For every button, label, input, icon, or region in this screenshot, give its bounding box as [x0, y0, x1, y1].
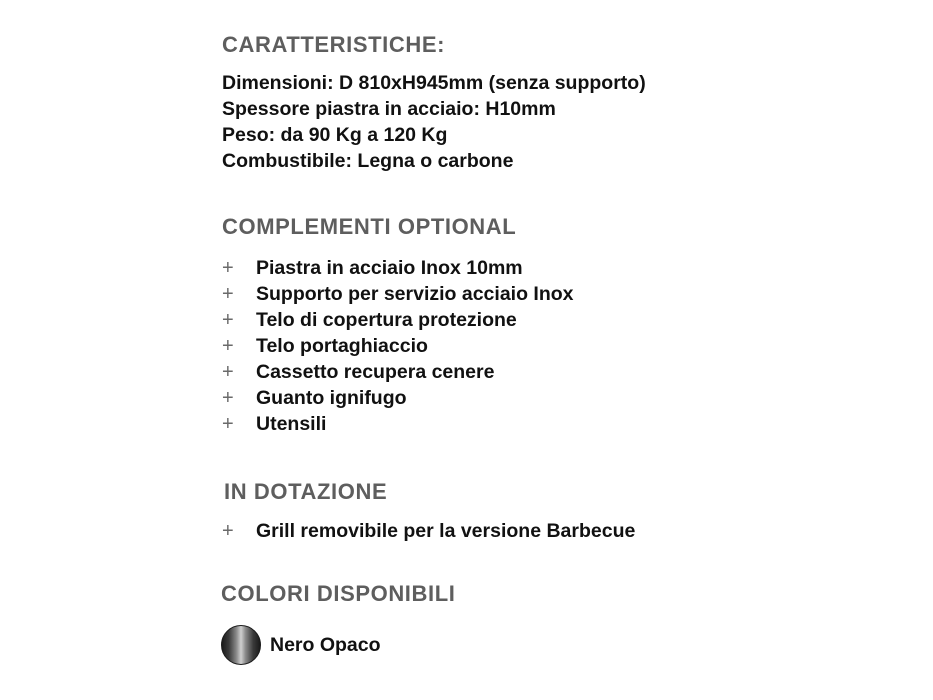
spec-spessore: Spessore piastra in acciaio: H10mm [222, 98, 556, 120]
list-item-label: Supporto per servizio acciaio Inox [256, 283, 574, 305]
list-item-label: Cassetto recupera cenere [256, 361, 495, 383]
caratteristiche-heading: CARATTERISTICHE: [222, 32, 446, 57]
colori-heading: COLORI DISPONIBILI [221, 581, 456, 606]
plus-icon: + [222, 335, 234, 357]
caratteristiche-list [222, 70, 646, 174]
plus-icon: + [222, 520, 234, 542]
plus-icon: + [222, 361, 234, 383]
color-option-nero-opaco[interactable] [221, 624, 381, 666]
list-item [222, 518, 635, 544]
list-item [222, 281, 574, 307]
dotazione-heading: IN DOTAZIONE [224, 479, 388, 504]
list-item [222, 307, 574, 333]
spec-combustibile: Combustibile: Legna o carbone [222, 150, 514, 172]
list-item [222, 255, 574, 281]
spec-dimensioni: Dimensioni: D 810xH945mm (senza supporto) [222, 72, 646, 94]
plus-icon: + [222, 283, 234, 305]
plus-icon: + [222, 309, 234, 331]
list-item [222, 385, 574, 411]
color-option-label: Nero Opaco [270, 633, 381, 656]
plus-icon: + [222, 413, 234, 435]
complementi-heading: COMPLEMENTI OPTIONAL [222, 214, 517, 239]
plus-icon: + [222, 387, 234, 409]
plus-icon: + [222, 257, 234, 279]
list-item-label: Telo portaghiaccio [256, 335, 428, 357]
list-item-label: Guanto ignifugo [256, 387, 407, 409]
list-item-label: Telo di copertura protezione [256, 309, 517, 331]
list-item [222, 333, 574, 359]
list-item [222, 411, 574, 437]
list-item-label: Utensili [256, 413, 327, 435]
spec-peso: Peso: da 90 Kg a 120 Kg [222, 124, 448, 146]
list-item [222, 359, 574, 385]
list-item-label: Piastra in acciaio Inox 10mm [256, 257, 523, 279]
complementi-list [222, 255, 574, 437]
list-item-label: Grill removibile per la versione Barbecue [256, 520, 636, 542]
color-swatch [221, 625, 261, 665]
dotazione-list [222, 518, 635, 544]
